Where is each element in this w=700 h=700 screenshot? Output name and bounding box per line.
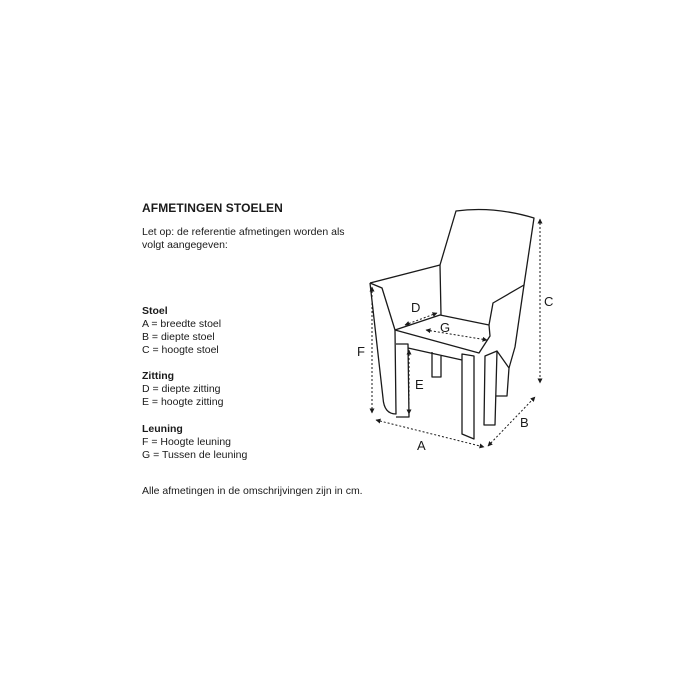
legend-line: D = diepte zitting — [142, 383, 221, 395]
section-heading: Stoel — [142, 305, 168, 317]
section-heading: Leuning — [142, 423, 183, 435]
units-footnote: Alle afmetingen in de omschrijvingen zijn in cm. — [142, 485, 363, 497]
label-f: F — [357, 344, 365, 359]
dimension-lines — [372, 219, 540, 447]
legend-line: B = diepte stoel — [142, 331, 215, 343]
legend-line: F = Hoogte leuning — [142, 436, 232, 448]
reference-note: Let op: de referentie afmetingen worden als volgt aangegeven: — [142, 226, 345, 251]
legend-line: C = hoogte stoel — [142, 344, 219, 356]
page-title: AFMETINGEN STOELEN — [142, 201, 283, 215]
legend-line: G = Tussen de leuning — [142, 449, 248, 461]
legend-line: E = hoogte zitting — [142, 396, 224, 408]
label-e: E — [415, 377, 424, 392]
dimension-line-g — [426, 330, 487, 340]
section-heading: Zitting — [142, 370, 175, 382]
label-d: D — [411, 300, 421, 315]
chair-outline — [370, 210, 534, 439]
label-g: G — [440, 320, 451, 335]
dimension-line-d — [405, 313, 437, 325]
legend-line: A = breedte stoel — [142, 318, 222, 330]
label-c: C — [544, 294, 554, 309]
label-a: A — [417, 438, 426, 453]
dimension-line-a — [376, 420, 484, 447]
label-b: B — [520, 415, 529, 430]
